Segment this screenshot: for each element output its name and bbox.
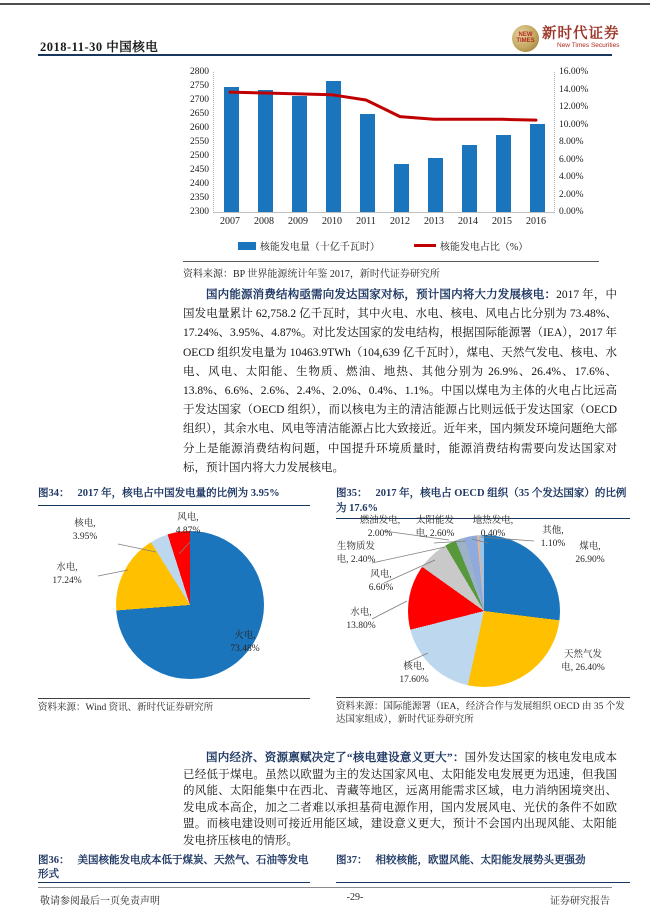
figure-35-number: 图35： <box>336 488 368 499</box>
x-label-2011: 2011 <box>356 216 376 227</box>
pie-label-风电: 风电, 6.60% <box>368 570 394 593</box>
left-axis-tick: 2650 <box>190 109 209 119</box>
pie-label-地热发电: 地热发电, 0.40% <box>472 516 514 539</box>
footer-report-type: 证券研究报告 <box>550 896 610 907</box>
pie-label-核电: 核电, 3.95% <box>72 519 98 542</box>
left-axis-tick: 2750 <box>190 81 209 91</box>
left-axis-tick: 2300 <box>190 207 209 217</box>
footer-page-number: -29- <box>346 892 364 903</box>
x-label-2009: 2009 <box>288 216 308 227</box>
combo-source-note: 资料来源：BP 世界能源统计年鉴 2017，新时代证券研究所 <box>183 269 440 280</box>
paragraph-energy-structure <box>183 286 617 478</box>
right-axis-tick: 0.00% <box>559 207 584 217</box>
pie-label-其他: 其他, 1.10% <box>540 526 566 549</box>
pie-label-风电: 风电, 4.87% <box>175 513 201 536</box>
legend-bar-swatch <box>238 242 256 250</box>
header-rule <box>38 54 612 56</box>
x-label-2007: 2007 <box>220 216 240 227</box>
figure-35-caption: 2017 年，核电占 OECD 组织（35 个发达国家）的比例为 17.6% <box>336 488 627 514</box>
figure-37-number: 图37： <box>336 855 368 866</box>
paragraph-lead: 国内能源消费结构亟需向发达国家对标，预计国内将大力发展核电： <box>206 289 557 301</box>
legend-label: 核能发电量（十亿千瓦时） <box>259 242 380 253</box>
footer-disclaimer: 敬请参阅最后一页免责声明 <box>40 896 160 907</box>
legend-label: 核能发电占比（%） <box>439 242 529 253</box>
figure-34-source: 资料来源：Wind 资讯、新时代证券研究所 <box>38 703 214 713</box>
pie-label-生物质发电: 生物质发 电, 2.40% <box>336 542 376 565</box>
figure-35-title <box>336 486 630 516</box>
legend-item <box>414 238 528 253</box>
pie-label-燃油发电: 燃油发电, 2.00% <box>359 516 401 539</box>
legend-item <box>238 238 380 253</box>
figure-37-caption: 相较核能，欧盟风能、太阳能发展势头更强劲 <box>375 855 586 866</box>
pie-label-水电: 水电, 17.24% <box>52 563 82 586</box>
paragraph-body: 国外发达国家的核电发电成本已经低于煤电。虽然以欧盟为主的发达国家风电、太阳能发电发展更为迅速，但我国的风能、太阳能集中在西北、青藏等地区，远离用能需求区域，电力消纳困境突出、发电成本高企，加之二者难以承担基荷电源作用，国内发展风电、光伏的条件不如欧盟。而核电建设则可接近用能区域，建设意义更大，预计不会国内出现风能、太阳能发电挤压核电的情形。 <box>183 752 618 847</box>
logo-text-line2: TIMES <box>516 38 535 44</box>
pie-chart-china-mix <box>38 506 310 698</box>
figure-35-bottom-rule <box>336 697 630 698</box>
x-label-2012: 2012 <box>390 216 410 227</box>
header-date-topic: 2018-11-30 中国核电 <box>40 40 159 54</box>
x-label-2008: 2008 <box>254 216 274 227</box>
left-axis-tick: 2350 <box>190 193 209 203</box>
pie-label-煤电: 煤电, 26.90% <box>575 542 605 565</box>
figure-34-title <box>38 486 310 501</box>
x-label-2015: 2015 <box>492 216 512 227</box>
figure-36-number: 图36： <box>38 855 70 866</box>
brand-name-cn: 新时代证券 <box>542 25 620 42</box>
footer-rule <box>38 887 612 888</box>
pie-chart-oecd-mix <box>336 516 630 697</box>
figure-36-caption: 美国核能发电成本低于煤炭、天然气、石油等发电形式 <box>38 855 309 880</box>
brand-logo-icon <box>512 25 539 52</box>
brand-logo <box>512 23 618 53</box>
x-label-2013: 2013 <box>424 216 444 227</box>
left-axis-tick: 2500 <box>190 151 209 161</box>
x-label-2014: 2014 <box>458 216 478 227</box>
legend-line-swatch <box>414 244 436 247</box>
right-axis-tick: 8.00% <box>559 137 584 147</box>
right-axis-tick: 4.00% <box>559 172 584 182</box>
figure-37 <box>336 854 630 883</box>
right-axis-tick: 2.00% <box>559 189 584 200</box>
left-axis-tick: 2450 <box>190 165 209 175</box>
left-axis-tick: 2550 <box>190 137 209 147</box>
figure-36-title <box>38 854 310 881</box>
logo-text-line1: NEW <box>518 32 533 38</box>
left-axis-tick: 2400 <box>190 179 209 189</box>
trend-line-layer <box>213 72 553 212</box>
x-label-2016: 2016 <box>526 216 546 227</box>
combo-legend <box>213 238 553 253</box>
right-axis-tick: 6.00% <box>559 154 584 165</box>
brand-text <box>542 27 620 50</box>
page-top-rule <box>0 3 650 5</box>
pie-label-天然气发电: 天然气发 电, 26.40% <box>561 650 605 673</box>
left-axis-tick: 2700 <box>190 95 209 105</box>
paragraph-economy-endowment <box>183 750 617 850</box>
figure-34-bottom-rule <box>38 698 310 699</box>
figure-34 <box>38 486 310 715</box>
left-axis-tick: 2600 <box>190 123 209 133</box>
pie-label-水电: 水电, 13.80% <box>346 608 376 631</box>
x-label-2010: 2010 <box>322 216 342 227</box>
paragraph-lead: 国内经济、资源禀赋决定了“核电建设意义更大”： <box>206 752 465 764</box>
right-axis-tick: 12.00% <box>559 102 589 112</box>
figure-37-title <box>336 854 630 868</box>
pie-label-火电: 火电, 73.48% <box>230 631 260 654</box>
paragraph-body: 2017 年，中国发电量累计 62,758.2 亿千瓦时，其中火电、水电、核电、风电占比分别为 73.48%、17.24%、3.95%、4.87%。对比发达国家的发电结构，根据国际能源署（IEA），2017 年 OECD 组织发电量为 10463.9TWh（104,639 亿千瓦时），煤电、天然气发电、核电、水电、风电、太阳能、生物质、燃油、地热、其他分别为 26.9%、26.4%、17.6%、13.8%、6.6%、2.6%、2.4%、2.0%、0.4%、1.1%。中国以煤电为主体的火电占比远高于发达国家（OECD 组织），而以核电为主的清洁能源占比则远低于发达国家（OECD 组织），其余水电、风电等清洁能源占比大致接近。近年来，国内频发环境问题绝大部分上是能源消费结构问题，中国提升环境质量时，能源消费结构需要向发达国家对标，预计国内将大力发展核电。 <box>183 289 618 474</box>
combo-source-rule <box>183 261 599 262</box>
left-axis-tick: 2800 <box>190 67 209 77</box>
combo-chart-nuclear-trend <box>183 63 599 278</box>
figure-34-caption: 2017 年，核电占中国发电量的比例为 3.95% <box>77 488 280 499</box>
right-axis-tick: 14.00% <box>559 84 589 95</box>
right-axis-tick: 16.00% <box>559 67 589 77</box>
pie-label-太阳能发电: 太阳能发 电, 2.60% <box>415 516 455 539</box>
figure-35 <box>336 486 630 727</box>
brand-name-en: New Times Securities <box>557 41 620 49</box>
pie-label-核电: 核电, 17.60% <box>399 662 429 685</box>
footer <box>40 892 610 907</box>
right-axis-tick: 10.00% <box>559 119 589 130</box>
figure-35-source: 资料来源：国际能源署（IEA，经济合作与发展组织 OECD 由 35 个发达国家组成），新时代证券研究所 <box>336 702 625 725</box>
figure-34-number: 图34： <box>38 488 70 499</box>
figure-36 <box>38 854 310 883</box>
